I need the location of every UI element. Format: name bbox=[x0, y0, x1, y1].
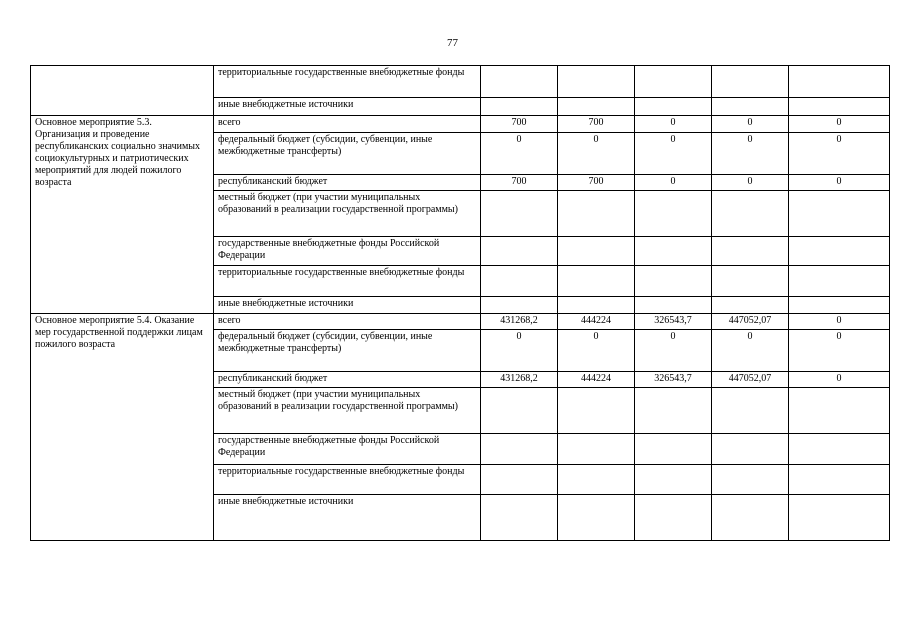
value-cell bbox=[635, 388, 712, 434]
value-cell: 444224 bbox=[558, 372, 635, 388]
value-cell: 326543,7 bbox=[635, 372, 712, 388]
page-number: 77 bbox=[447, 37, 458, 49]
value-cell bbox=[558, 98, 635, 116]
source-label: иные внебюджетные источники bbox=[214, 297, 481, 314]
value-cell bbox=[481, 297, 558, 314]
value-cell bbox=[789, 266, 890, 297]
value-cell bbox=[558, 434, 635, 465]
value-cell bbox=[635, 495, 712, 541]
value-cell: 0 bbox=[558, 330, 635, 372]
value-cell bbox=[789, 495, 890, 541]
value-cell bbox=[635, 465, 712, 495]
source-label: всего bbox=[214, 314, 481, 330]
value-cell bbox=[789, 388, 890, 434]
value-cell bbox=[635, 297, 712, 314]
source-label: территориальные государственные внебюджетные фонды bbox=[214, 66, 481, 98]
value-cell: 700 bbox=[481, 175, 558, 191]
source-label: территориальные государственные внебюджетные фонды bbox=[214, 266, 481, 297]
value-cell: 0 bbox=[712, 330, 789, 372]
value-cell: 700 bbox=[558, 116, 635, 133]
source-label: иные внебюджетные источники bbox=[214, 495, 481, 541]
value-cell: 447052,07 bbox=[712, 314, 789, 330]
value-cell bbox=[481, 388, 558, 434]
value-cell bbox=[481, 237, 558, 266]
value-cell: 0 bbox=[789, 314, 890, 330]
value-cell: 0 bbox=[635, 116, 712, 133]
value-cell: 326543,7 bbox=[635, 314, 712, 330]
value-cell: 0 bbox=[712, 175, 789, 191]
value-cell bbox=[635, 66, 712, 98]
value-cell bbox=[712, 98, 789, 116]
source-label: территориальные государственные внебюджетные фонды bbox=[214, 465, 481, 495]
value-cell bbox=[481, 465, 558, 495]
value-cell bbox=[635, 434, 712, 465]
value-cell bbox=[481, 66, 558, 98]
value-cell bbox=[481, 495, 558, 541]
value-cell bbox=[712, 237, 789, 266]
value-cell bbox=[635, 98, 712, 116]
table-row bbox=[31, 314, 890, 330]
value-cell: 0 bbox=[789, 133, 890, 175]
value-cell bbox=[789, 434, 890, 465]
source-label: местный бюджет (при участии муниципальных образований в реализации государственной программы) bbox=[214, 191, 481, 237]
value-cell bbox=[712, 191, 789, 237]
table-row bbox=[31, 116, 890, 133]
source-label: государственные внебюджетные фонды Российской Федерации bbox=[214, 237, 481, 266]
value-cell bbox=[635, 191, 712, 237]
value-cell bbox=[635, 266, 712, 297]
value-cell bbox=[558, 465, 635, 495]
value-cell bbox=[481, 98, 558, 116]
value-cell bbox=[712, 297, 789, 314]
value-cell: 0 bbox=[789, 175, 890, 191]
value-cell bbox=[481, 191, 558, 237]
value-cell: 0 bbox=[789, 330, 890, 372]
value-cell: 447052,07 bbox=[712, 372, 789, 388]
source-label: республиканский бюджет bbox=[214, 372, 481, 388]
value-cell bbox=[712, 388, 789, 434]
source-label: федеральный бюджет (субсидии, субвенции, иные межбюджетные трансферты) bbox=[214, 133, 481, 175]
value-cell bbox=[481, 434, 558, 465]
value-cell bbox=[789, 237, 890, 266]
source-label: всего bbox=[214, 116, 481, 133]
value-cell: 0 bbox=[635, 175, 712, 191]
budget-table bbox=[30, 65, 890, 541]
value-cell: 444224 bbox=[558, 314, 635, 330]
value-cell bbox=[712, 495, 789, 541]
value-cell: 0 bbox=[558, 133, 635, 175]
value-cell: 0 bbox=[712, 116, 789, 133]
value-cell: 0 bbox=[712, 133, 789, 175]
activity-name-cell: Основное мероприятие 5.4. Оказание мер государственной поддержки лицам пожилого возраста bbox=[31, 314, 214, 541]
source-label: иные внебюджетные источники bbox=[214, 98, 481, 116]
value-cell: 0 bbox=[481, 133, 558, 175]
value-cell bbox=[789, 191, 890, 237]
value-cell bbox=[712, 66, 789, 98]
source-label: местный бюджет (при участии муниципальных образований в реализации государственной программы) bbox=[214, 388, 481, 434]
value-cell bbox=[558, 297, 635, 314]
activity-name-cell bbox=[31, 66, 214, 116]
value-cell bbox=[789, 465, 890, 495]
value-cell bbox=[712, 266, 789, 297]
source-label: республиканский бюджет bbox=[214, 175, 481, 191]
value-cell bbox=[558, 237, 635, 266]
value-cell: 431268,2 bbox=[481, 372, 558, 388]
value-cell bbox=[712, 434, 789, 465]
value-cell: 0 bbox=[789, 116, 890, 133]
activity-name-cell: Основное мероприятие 5.3. Организация и проведение республиканских социально значимых социокультурных и патриотических мероприятий для людей пожилого возраста bbox=[31, 116, 214, 314]
value-cell: 700 bbox=[481, 116, 558, 133]
value-cell bbox=[789, 297, 890, 314]
value-cell bbox=[481, 266, 558, 297]
value-cell: 0 bbox=[635, 133, 712, 175]
value-cell bbox=[558, 388, 635, 434]
value-cell bbox=[712, 465, 789, 495]
value-cell bbox=[558, 266, 635, 297]
value-cell: 0 bbox=[635, 330, 712, 372]
source-label: государственные внебюджетные фонды Российской Федерации bbox=[214, 434, 481, 465]
value-cell bbox=[558, 495, 635, 541]
value-cell bbox=[558, 191, 635, 237]
value-cell bbox=[789, 66, 890, 98]
value-cell bbox=[558, 66, 635, 98]
value-cell: 0 bbox=[789, 372, 890, 388]
value-cell: 700 bbox=[558, 175, 635, 191]
value-cell bbox=[635, 237, 712, 266]
value-cell: 0 bbox=[481, 330, 558, 372]
table-row bbox=[31, 66, 890, 98]
source-label: федеральный бюджет (субсидии, субвенции, иные межбюджетные трансферты) bbox=[214, 330, 481, 372]
value-cell: 431268,2 bbox=[481, 314, 558, 330]
value-cell bbox=[789, 98, 890, 116]
